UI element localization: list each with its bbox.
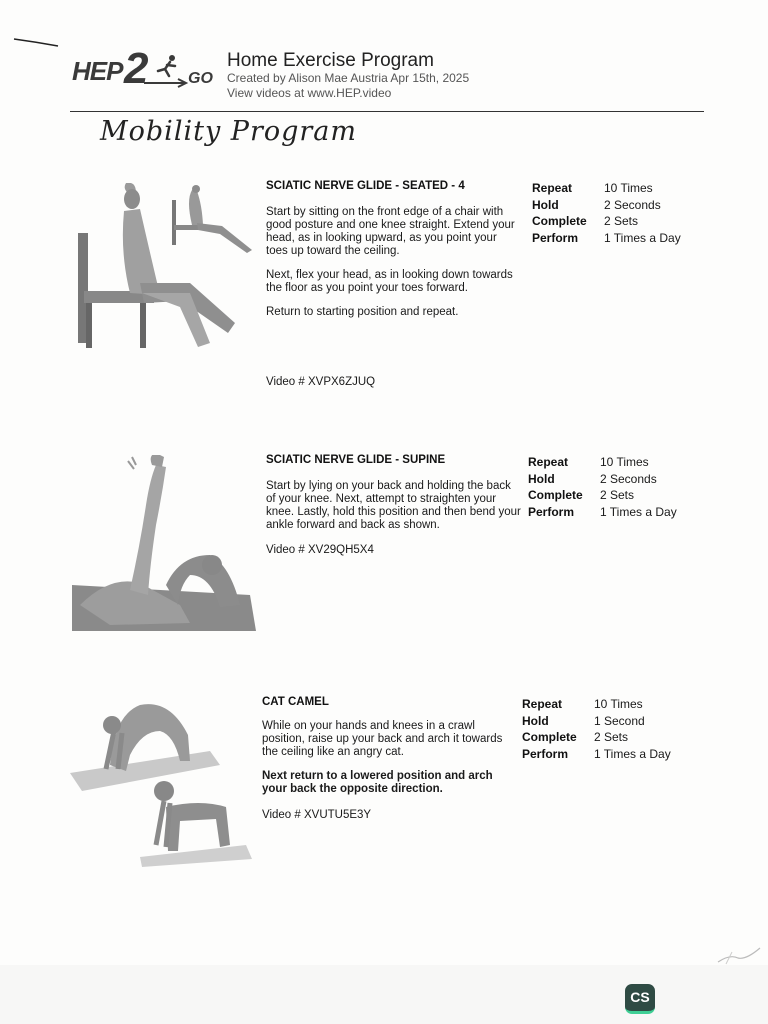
instruction-paragraph: Next, flex your head, as in looking down towards the floor as you point your toes forward.: [266, 269, 513, 294]
instruction-paragraph: Start by lying on your back and holding the back of your knee. Next, attempt to straighten your knee. Lastly, hold this position and then bend your ankle forward and back as shown.: [266, 480, 521, 531]
videos-link-line: View videos at www.HEP.video: [227, 86, 392, 100]
header-divider: [70, 111, 704, 112]
exercise-title: CAT CAMEL: [262, 696, 329, 708]
exercise-parameters: [522, 697, 682, 763]
param-value: 1 Times a Day: [594, 746, 671, 761]
instruction-paragraph: Start by sitting on the front edge of a chair with good posture and one knee straight. Extend your head, as in looking upward, as you point your toes up toward the ceiling.: [266, 206, 515, 257]
param-label: Perform: [522, 746, 569, 761]
param-value: 2 Sets: [604, 214, 639, 228]
param-value: 1 Second: [594, 713, 645, 728]
video-code: Video # XVUTU5E3Y: [262, 809, 372, 821]
instruction-paragraph: Return to starting position and repeat.: [266, 306, 459, 318]
param-label: Hold: [532, 197, 559, 212]
param-row-hold: [522, 714, 682, 731]
param-row-complete: [532, 214, 692, 231]
param-label: Repeat: [522, 697, 563, 711]
param-row-perform: [522, 747, 682, 764]
param-label: Repeat: [532, 181, 573, 195]
param-label: Hold: [522, 713, 549, 728]
hep2go-logo: HEP 2 GO: [72, 44, 213, 93]
param-value: 10 Times: [594, 697, 643, 711]
param-label: Complete: [522, 730, 577, 744]
param-row-complete: [528, 488, 688, 505]
param-row-complete: [522, 730, 682, 747]
param-value: 1 Times a Day: [604, 230, 681, 245]
param-row-perform: [532, 231, 692, 248]
camscanner-badge[interactable]: CS: [625, 984, 655, 1014]
cat-camel-illustration: [70, 695, 260, 867]
param-value: 10 Times: [604, 181, 653, 195]
param-label: Perform: [528, 504, 575, 519]
param-label: Repeat: [528, 455, 569, 469]
param-label: Hold: [528, 471, 555, 486]
param-value: 2 Sets: [600, 488, 635, 502]
exercise-parameters: [532, 181, 692, 247]
seated-nerve-glide-illustration: [70, 183, 260, 358]
param-value: 2 Seconds: [604, 197, 661, 212]
exercise-instructions: [266, 480, 521, 543]
param-label: Complete: [528, 488, 583, 502]
instruction-paragraph: While on your hands and knees in a crawl position, raise up your back and arch it towards the ceiling like an angry cat.: [262, 720, 503, 758]
exercise-parameters: [528, 455, 688, 521]
supine-nerve-glide-illustration: [70, 455, 260, 633]
param-row-repeat: [522, 697, 682, 714]
created-by-line: Created by Alison Mae Austria Apr 15th, 2025: [227, 71, 470, 85]
param-row-hold: [528, 472, 688, 489]
video-code: Video # XV29QH5X4: [266, 544, 374, 556]
param-value: 1 Times a Day: [600, 504, 677, 519]
param-row-perform: [528, 505, 688, 522]
program-header-title: Home Exercise Program: [227, 50, 434, 71]
param-label: Perform: [532, 230, 579, 245]
param-value: 10 Times: [600, 455, 649, 469]
exercise-title: SCIATIC NERVE GLIDE - SEATED - 4: [266, 180, 465, 192]
exercise-instructions: [266, 206, 521, 330]
param-value: 2 Seconds: [600, 471, 657, 486]
param-label: Complete: [532, 214, 587, 228]
param-value: 2 Sets: [594, 730, 629, 744]
corner-pencil-mark: [716, 944, 766, 966]
param-row-hold: [532, 198, 692, 215]
exercise-title: SCIATIC NERVE GLIDE - SUPINE: [266, 454, 446, 466]
scan-pen-mark: [12, 34, 62, 50]
param-row-repeat: [532, 181, 692, 198]
video-code: Video # XVPX6ZJUQ: [266, 376, 376, 388]
runner-icon: [154, 54, 180, 78]
instruction-paragraph: Next return to a lowered position and arch your back the opposite direction.: [262, 770, 493, 795]
exercise-instructions: [262, 720, 512, 807]
logo-arrow: [144, 78, 192, 88]
param-row-repeat: [528, 455, 688, 472]
handwritten-program-title: Mobility Program: [100, 116, 357, 147]
